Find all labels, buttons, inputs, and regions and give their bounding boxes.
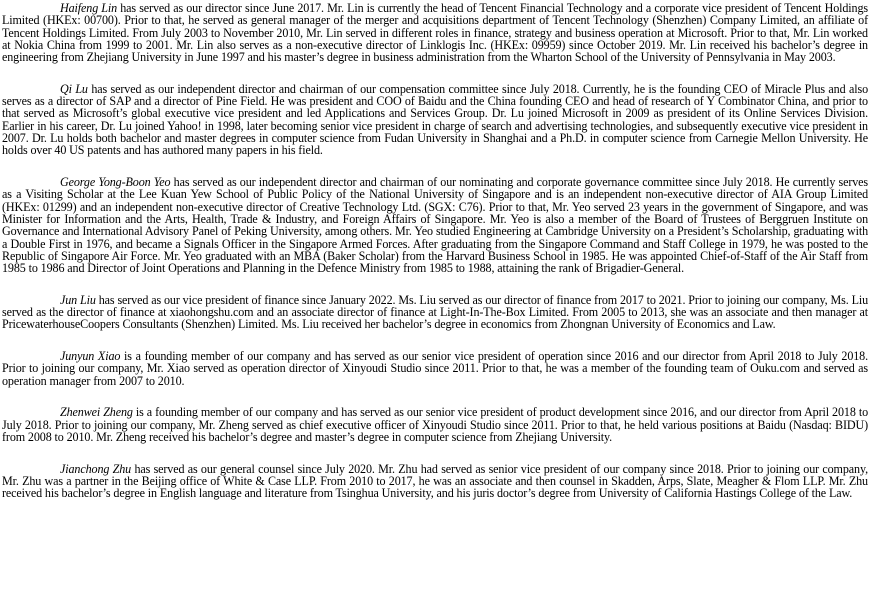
bio-text: has served as our general counsel since July 2020. Mr. Zhu had served as senior vice president of our company since 2018. Prior to joining our company, Mr. Zhu was a partner in the Beijing office of White & Case LLP. From 2010 to 2017, he was an associate and then counsel in Skadden, Arps, Slate, Meagher & Flom LLP. Mr. Zhu received his bachelor’s degree in English language and literature from Tsinghua University, and his juris doctor’s degree from University of California Hastings College of the Law.: [2, 461, 868, 501]
bio-paragraph-haifeng-lin: [2, 2, 868, 63]
bio-name: Junyun Xiao: [60, 349, 121, 364]
bio-paragraph-junyun-xiao: [2, 350, 868, 387]
bio-paragraph-jianchong-zhu: [2, 463, 868, 500]
bio-paragraph-zhenwei-zheng: [2, 406, 868, 443]
bio-name: Haifeng Lin: [60, 1, 118, 15]
bio-name: Qi Lu: [60, 81, 88, 96]
bio-text: has served as our independent director and chairman of our nominating and corporate governance committee since July 2018. He currently serves as a Visiting Scholar at the Lee Kuan Yew School of Public Policy of the National University of Singapore and is an independent non-executive director of AIA Group Limited (HKEx: 01299) and an independent non-executive director of Creative Technology Ltd. (SGX: C76). Prior to that, Mr. Yeo served 23 years in the government of Singapore, and was Minister for Information and the Arts, Health, Trade & Industry, and Foreign Affairs of Singapore. Mr. Yeo is also a member of the Board of Trustees of Berggruen Institute on Governance and International Advisory Panel of Peking University, among others. Mr. Yeo studied Engineering at Cambridge University on a President’s Scholarship, graduating with a Double First in 1976, and became a Signals Officer in the Singapore Armed Forces. After graduating from the Singapore Command and Staff College in 1979, he was posted to the Republic of Singapore Air Force. Mr. Yeo graduated with an MBA (Baker Scholar) from the Harvard Business School in 1985. He was appointed Chief-of-Staff of the Air Staff from 1985 to 1986 and Director of Joint Operations and Planning in the Defence Ministry from 1985 to 1988, attaining the rank of Brigadier-General.: [2, 175, 868, 276]
bio-text: has served as our director since June 2017. Mr. Lin is currently the head of Tencent Financial Technology and a corporate vice president of Tencent Holdings Limited (HKEx: 00700). Prior to that, he served as general manager of the merger and acquisitions department of Tencent Technology (Shenzhen) Company Limited, an affiliate of Tencent Holdings Limited. From July 2003 to November 2010, Mr. Lin served in different roles in finance, strategy and business operation at Microsoft. Prior to that, Mr. Lin worked at Nokia China from 1999 to 2001. Mr. Lin also serves as a non-executive director of Linklogis Inc. (HKEx: 09959) since October 2019. Mr. Lin received his bachelor’s degree in engineering from Zhejiang University in June 1997 and his master’s degree in business administration from the Wharton School of the University of Pennsylvania in May 2003.: [2, 1, 868, 65]
bio-text: is a founding member of our company and has served as our senior vice president of product development since 2016, and our director from April 2018 to July 2018. Prior to joining our company, Mr. Zheng served as chief executive officer of Xinyoudi Studio since 2011. Prior to that, he held various positions at Baidu (Nasdaq: BIDU) from 2008 to 2010. Mr. Zheng received his bachelor’s degree and master’s degree in computer science from Zhejiang University.: [2, 405, 868, 444]
bio-name: Jianchong Zhu: [60, 461, 132, 476]
bio-paragraph-jun-liu: [2, 294, 868, 331]
bio-text: has served as our vice president of finance since January 2022. Ms. Liu served as our director of finance from 2017 to 2021. Prior to joining our company, Ms. Liu served as the director of finance at xiaohongshu.com and an associate director of finance at Light-In-The-Box Limited. From 2005 to 2013, she was an associate and then manager at PricewaterhouseCoopers Consultants (Shenzhen) Limited. Ms. Liu received her bachelor’s degree in economics from Zhongnan University of Economics and Law.: [2, 292, 868, 332]
bio-name: Zhenwei Zheng: [60, 405, 133, 420]
bio-paragraph-qi-lu: [2, 83, 868, 157]
bio-text: has served as our independent director and chairman of our compensation committee since July 2018. Currently, he is the founding CEO of Miracle Plus and also serves as a director of SAP and a director of Pine Field. He was president and COO of Baidu and the China founding CEO and head of research of Y Combinator China, and prior to that served as Microsoft’s global executive vice president and led Applications and Services Group. Dr. Lu joined Microsoft in 2009 as president of its Online Services Division. Earlier in his career, Dr. Lu joined Yahoo! in 1998, later becoming senior vice president in charge of search and advertising technologies, and subsequently executive vice president in 2007. Dr. Lu holds both bachelor and master degrees in computer science from Fudan University in Shanghai and a Ph.D. in computer science from Carnegie Mellon University. He holds over 40 US patents and has authored many papers in his field.: [2, 81, 868, 158]
bio-name: George Yong-Boon Yeo: [60, 175, 171, 190]
bio-name: Jun Liu: [60, 292, 96, 307]
bio-text: is a founding member of our company and has served as our senior vice president of operation since 2016 and our director from April 2018 to July 2018. Prior to joining our company, Mr. Xiao served as operation director of Xinyoudi Studio since 2011. Prior to that, he was a member of the founding team of Ouku.com and served as operation manager from 2007 to 2010.: [2, 349, 869, 388]
document-body: [2, 2, 868, 519]
bio-paragraph-george-yeo: [2, 176, 868, 274]
